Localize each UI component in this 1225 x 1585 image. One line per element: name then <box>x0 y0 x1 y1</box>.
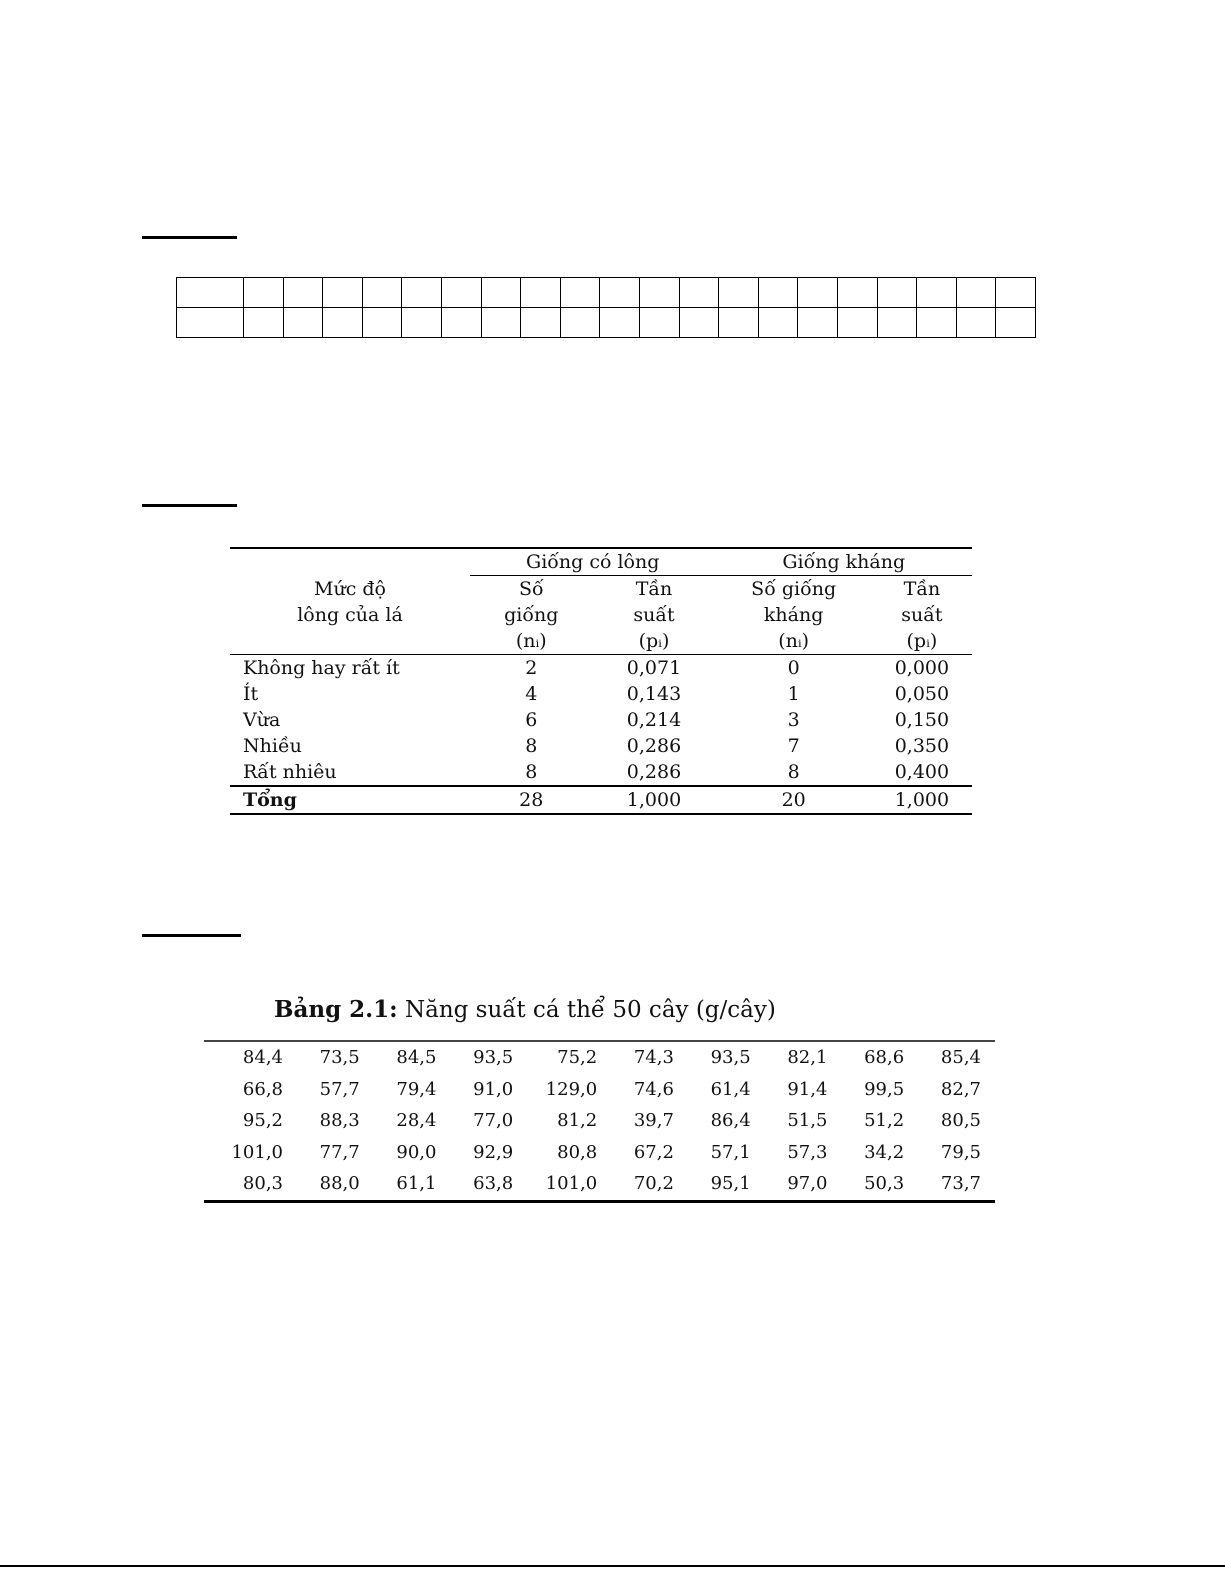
grid-cell <box>996 308 1036 338</box>
table-cell: 99,5 <box>864 1078 905 1100</box>
grid-cell <box>402 308 442 338</box>
table-cell: 92,9 <box>473 1141 514 1163</box>
grid-cell <box>177 278 244 308</box>
grid-cell <box>639 308 679 338</box>
table-cell: Vừa <box>243 709 281 731</box>
grid-cell <box>679 278 719 308</box>
grid-cell <box>917 278 957 308</box>
table-row <box>230 733 972 759</box>
table-cell: 74,6 <box>633 1078 674 1100</box>
grid-cell <box>877 278 917 308</box>
grid-cell <box>481 278 521 308</box>
grid-row <box>177 278 1036 308</box>
table-cell: Nhiều <box>243 735 302 757</box>
empty-grid-table <box>176 277 1036 338</box>
table-cell: 8 <box>787 761 800 783</box>
table-cell: 80,5 <box>940 1110 981 1132</box>
table-cell: 101,0 <box>231 1141 283 1163</box>
table-cell: 0,150 <box>894 709 950 731</box>
table-cell: 97,0 <box>787 1173 828 1195</box>
table-cell: 84,4 <box>242 1047 283 1069</box>
col-header: Tần suất (pᵢ) <box>872 576 972 655</box>
table-row <box>230 707 972 733</box>
col-header: Số giống kháng (nᵢ) <box>715 576 871 655</box>
table-cell: Rất nhiêu <box>243 761 337 783</box>
table-cell: 6 <box>525 709 538 731</box>
grid-cell <box>877 308 917 338</box>
table-cell: 93,5 <box>473 1047 514 1069</box>
col-header: Số giống (nᵢ) <box>470 576 593 655</box>
col-header: Tần suất (pᵢ) <box>593 576 716 655</box>
table-cell: 68,6 <box>864 1047 905 1069</box>
heading-underline-3 <box>142 934 241 937</box>
table-cell: 0,143 <box>626 683 682 705</box>
yield-table <box>204 1040 995 1203</box>
table-cell: 2 <box>525 657 538 679</box>
grid-cell <box>244 308 284 338</box>
grid-cell <box>600 308 640 338</box>
grid-cell <box>521 278 561 308</box>
table-cell: 95,2 <box>242 1110 283 1132</box>
table-cell: 129,0 <box>545 1078 598 1100</box>
table-cell: 0,214 <box>626 709 682 731</box>
grid-cell <box>323 278 363 308</box>
table-cell: 8 <box>525 761 538 783</box>
table-cell: 93,5 <box>710 1047 751 1069</box>
grid-cell <box>956 308 996 338</box>
table-cell: 67,2 <box>633 1141 674 1163</box>
table-cell: 57,1 <box>710 1141 751 1163</box>
table-cell: 88,3 <box>319 1110 360 1132</box>
grid-row <box>177 308 1036 338</box>
table-cell: 91,4 <box>787 1078 828 1100</box>
grid-cell <box>719 278 759 308</box>
table-cell: 82,7 <box>940 1078 981 1100</box>
table-cell: 0,350 <box>894 735 950 757</box>
table-cell: 101,0 <box>545 1173 598 1195</box>
table-cell: 61,4 <box>710 1078 751 1100</box>
table-cell: 77,7 <box>319 1141 360 1163</box>
table-cell: 95,1 <box>710 1173 751 1195</box>
table-cell: 57,3 <box>787 1141 828 1163</box>
grid-cell <box>560 308 600 338</box>
grid-cell <box>996 278 1036 308</box>
table-row <box>204 1041 995 1074</box>
leaf-hair-frequency-table <box>230 547 972 815</box>
table-cell: 79,4 <box>396 1078 437 1100</box>
table-cell: 0,071 <box>626 657 682 679</box>
table-cell: 81,2 <box>557 1110 598 1132</box>
table-cell: 79,5 <box>940 1141 981 1163</box>
grid-cell <box>798 308 838 338</box>
table-row <box>204 1168 995 1201</box>
table-cell: 4 <box>525 683 538 705</box>
table-cell: 70,2 <box>633 1173 674 1195</box>
table-cell: 63,8 <box>473 1173 514 1195</box>
row-header: Mức độ lông của lá <box>230 576 470 655</box>
grid-cell <box>639 278 679 308</box>
grid-cell <box>441 278 481 308</box>
table-cell: 50,3 <box>864 1173 905 1195</box>
table-cell: 7 <box>787 735 800 757</box>
group-header-resistant: Giống kháng <box>715 548 972 576</box>
grid-cell <box>481 308 521 338</box>
grid-cell <box>956 278 996 308</box>
table-cell: 28,4 <box>396 1110 437 1132</box>
table-cell: 80,3 <box>242 1173 283 1195</box>
grid-cell <box>560 278 600 308</box>
table-cell: 3 <box>787 709 800 731</box>
grid-cell <box>323 308 363 338</box>
table-cell: 91,0 <box>473 1078 514 1100</box>
grid-cell <box>402 278 442 308</box>
grid-cell <box>362 278 402 308</box>
table-cell: 51,2 <box>864 1110 905 1132</box>
table-cell: 80,8 <box>557 1141 598 1163</box>
table-cell: 0,400 <box>894 761 950 783</box>
table-cell: 34,2 <box>864 1141 905 1163</box>
table-cell: 77,0 <box>473 1110 514 1132</box>
table-cell: 0 <box>787 657 800 679</box>
table-row <box>204 1137 995 1169</box>
grid-cell <box>837 308 877 338</box>
grid-cell <box>679 308 719 338</box>
grid-cell <box>758 278 798 308</box>
table-cell: Không hay rất ít <box>243 657 400 679</box>
table-row <box>204 1074 995 1106</box>
table-row <box>230 655 972 682</box>
grid-cell <box>917 308 957 338</box>
table-cell: 73,5 <box>319 1047 360 1069</box>
table-row <box>230 681 972 707</box>
grid-cell <box>441 308 481 338</box>
table-cell: 90,0 <box>396 1141 437 1163</box>
grid-cell <box>521 308 561 338</box>
table-cell: 8 <box>525 735 538 757</box>
table-row <box>204 1105 995 1137</box>
group-header-hairy: Giống có lông <box>470 548 715 576</box>
heading-underline-2 <box>142 504 237 507</box>
table-cell: 0,050 <box>894 683 950 705</box>
table-cell: 75,2 <box>557 1047 598 1069</box>
table-cell: 0,000 <box>894 657 950 679</box>
table-cell: 74,3 <box>633 1047 674 1069</box>
table-caption: Bảng 2.1: Năng suất cá thể 50 cây (g/cây) <box>274 996 776 1023</box>
table-cell: 39,7 <box>633 1110 674 1132</box>
grid-cell <box>362 308 402 338</box>
table-cell: 66,8 <box>242 1078 283 1100</box>
total-row: Tổng 28 1,000 20 1,000 <box>230 786 972 814</box>
table-cell: 88,0 <box>319 1173 360 1195</box>
grid-cell <box>837 278 877 308</box>
grid-cell <box>244 278 284 308</box>
table-cell: 51,5 <box>787 1110 828 1132</box>
table-row <box>230 759 972 786</box>
table-cell: 1 <box>787 683 800 705</box>
grid-cell <box>283 308 323 338</box>
table-cell: 82,1 <box>787 1047 828 1069</box>
table-cell: 57,7 <box>319 1078 360 1100</box>
grid-cell <box>283 278 323 308</box>
page-bottom-rule <box>0 1565 1225 1567</box>
grid-cell <box>719 308 759 338</box>
table-cell: 86,4 <box>710 1110 751 1132</box>
table-cell: Ít <box>243 683 259 705</box>
grid-cell <box>600 278 640 308</box>
table-cell: 0,286 <box>626 735 682 757</box>
table-cell: 73,7 <box>940 1173 981 1195</box>
grid-cell <box>798 278 838 308</box>
table-cell: 0,286 <box>626 761 682 783</box>
table-cell: 61,1 <box>396 1173 437 1195</box>
grid-cell <box>177 308 244 338</box>
heading-underline-1 <box>142 236 237 239</box>
grid-cell <box>758 308 798 338</box>
table-cell: 84,5 <box>396 1047 437 1069</box>
table-cell: 85,4 <box>940 1047 981 1069</box>
